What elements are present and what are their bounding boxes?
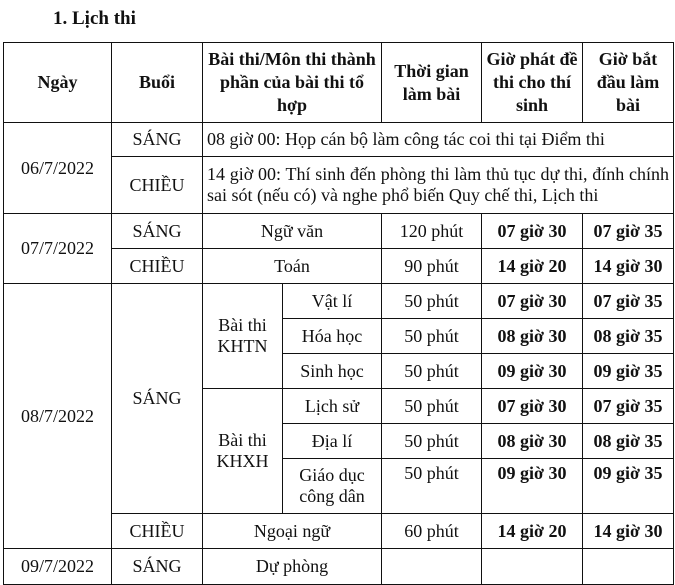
table-row xyxy=(4,123,674,157)
header-gio-phat-de: Giờ phát đề thi cho thí sinh xyxy=(482,43,583,123)
session-cell: CHIỀU xyxy=(112,514,203,549)
section-heading: 1. Lịch thi xyxy=(53,8,136,29)
issue-time-cell: 07 giờ 30 xyxy=(482,284,583,319)
header-buoi: Buổi xyxy=(112,43,203,123)
header-thoi-gian: Thời gian làm bài xyxy=(382,43,482,123)
issue-time-cell: 09 giờ 30 xyxy=(482,459,583,514)
issue-time-cell: 14 giờ 20 xyxy=(482,514,583,549)
date-cell: 07/7/2022 xyxy=(4,214,112,284)
duration-cell: 50 phút xyxy=(382,424,482,459)
issue-time-cell: 07 giờ 30 xyxy=(482,214,583,249)
subject-cell: Vật lí xyxy=(283,284,382,319)
table-row xyxy=(4,549,674,585)
subject-cell: Ngoại ngữ xyxy=(203,514,382,549)
issue-time-cell: 07 giờ 30 xyxy=(482,389,583,424)
duration-cell: 50 phút xyxy=(382,319,482,354)
subject-cell: Ngữ văn xyxy=(203,214,382,249)
session-cell: CHIỀU xyxy=(112,157,203,214)
header-row xyxy=(4,43,674,123)
start-time-cell: 09 giờ 35 xyxy=(583,354,674,389)
table-row xyxy=(4,214,674,249)
duration-cell: 50 phút xyxy=(382,459,482,514)
start-time-cell: 07 giờ 35 xyxy=(583,389,674,424)
start-time-cell: 08 giờ 35 xyxy=(583,319,674,354)
subject-cell: Địa lí xyxy=(283,424,382,459)
date-cell: 08/7/2022 xyxy=(4,284,112,549)
group-cell: Bài thi KHTN xyxy=(203,284,283,389)
duration-cell xyxy=(382,549,482,585)
header-ngay: Ngày xyxy=(4,43,112,123)
issue-time-cell: 09 giờ 30 xyxy=(482,354,583,389)
start-time-cell xyxy=(583,549,674,585)
subject-cell: Sinh học xyxy=(283,354,382,389)
subject-cell: Toán xyxy=(203,249,382,284)
duration-cell: 60 phút xyxy=(382,514,482,549)
header-bai-thi: Bài thi/Môn thi thành phần của bài thi tổ hợp xyxy=(203,43,382,123)
issue-time-cell: 14 giờ 20 xyxy=(482,249,583,284)
issue-time-cell: 08 giờ 30 xyxy=(482,319,583,354)
duration-cell: 50 phút xyxy=(382,354,482,389)
duration-cell: 120 phút xyxy=(382,214,482,249)
subject-cell: Lịch sử xyxy=(283,389,382,424)
session-cell: CHIỀU xyxy=(112,249,203,284)
session-cell: SÁNG xyxy=(112,214,203,249)
start-time-cell: 07 giờ 35 xyxy=(583,284,674,319)
subject-cell: Giáo dục công dân xyxy=(283,459,382,514)
note-cell: 08 giờ 00: Họp cán bộ làm công tác coi thi tại Điểm thi xyxy=(203,123,674,157)
note-cell: 14 giờ 00: Thí sinh đến phòng thi làm thủ tục dự thi, đính chính sai sót (nếu có) và nghe phổ biến Quy chế thi, Lịch thi xyxy=(203,157,674,214)
subject-cell: Hóa học xyxy=(283,319,382,354)
session-cell: SÁNG xyxy=(112,549,203,585)
start-time-cell: 14 giờ 30 xyxy=(583,514,674,549)
exam-schedule-table xyxy=(3,42,674,585)
subject-cell: Dự phòng xyxy=(203,549,382,585)
duration-cell: 50 phút xyxy=(382,389,482,424)
group-cell: Bài thi KHXH xyxy=(203,389,283,514)
start-time-cell: 07 giờ 35 xyxy=(583,214,674,249)
issue-time-cell xyxy=(482,549,583,585)
start-time-cell: 14 giờ 30 xyxy=(583,249,674,284)
duration-cell: 90 phút xyxy=(382,249,482,284)
date-cell: 06/7/2022 xyxy=(4,123,112,214)
start-time-cell: 09 giờ 35 xyxy=(583,459,674,514)
date-cell: 09/7/2022 xyxy=(4,549,112,585)
start-time-cell: 08 giờ 35 xyxy=(583,424,674,459)
header-gio-bat-dau: Giờ bắt đầu làm bài xyxy=(583,43,674,123)
issue-time-cell: 08 giờ 30 xyxy=(482,424,583,459)
session-cell: SÁNG xyxy=(112,284,203,514)
session-cell: SÁNG xyxy=(112,123,203,157)
duration-cell: 50 phút xyxy=(382,284,482,319)
table-row xyxy=(4,284,674,319)
